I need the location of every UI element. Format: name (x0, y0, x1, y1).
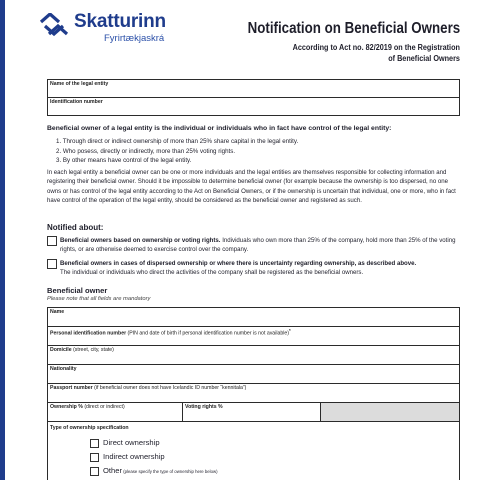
passport-label-text: Passport number (50, 385, 93, 391)
indirect-ownership-checkbox[interactable] (90, 453, 99, 462)
owner-name-field[interactable] (47, 307, 460, 327)
nationality-label: Nationality (50, 366, 77, 372)
dispersed-option-description: The individual or individuals who direct the activities of the company shall be registered as the beneficial owners. (60, 269, 364, 277)
domicile-label (50, 347, 114, 353)
domicile-field[interactable] (47, 345, 460, 365)
ownership-type-label: Type of ownership specification (50, 425, 129, 431)
passport-field[interactable] (47, 383, 460, 403)
list-item: 1. Through direct or indirect ownership of more than 25% share capital in the legal entity. (56, 138, 299, 145)
page-subtitle (293, 43, 460, 64)
ownership-percent-label (50, 404, 125, 410)
entity-id-field[interactable] (47, 97, 460, 116)
other-ownership-label-text: Other (103, 466, 122, 475)
logo-mark-icon (38, 13, 70, 43)
ownership-percent-field[interactable] (47, 402, 183, 422)
ownership-checkbox[interactable] (47, 236, 57, 246)
indirect-ownership-label: Indirect ownership (103, 452, 165, 461)
dispersed-option-title: Beneficial owners in cases of dispersed ownership or where there is uncertainty regarding ownership, as described above. (60, 260, 417, 267)
nationality-field[interactable] (47, 364, 460, 384)
definition-paragraph: In each legal entity a beneficial owner can be one or more individuals and the legal entities are themselves responsible for collecting information and registering their beneficial owner. Should it be impossible to determine beneficial owner (for example because the ownership is too dispersed, no one owns or has control of the legal entity according to the Act on Beneficial Owners, or if the ownership is uncertain that individual, one or more, who in fact have control of the operation of the legal entity, should be considered as the beneficial owner and registered as such. (47, 169, 456, 205)
other-ownership-checkbox[interactable] (90, 467, 99, 476)
notified-option-ownership[interactable] (47, 236, 461, 256)
personal-id-label (50, 328, 291, 337)
list-item: 2. Who posess, directly or indirectly, more than 25% voting rights. (56, 147, 236, 155)
logo-subtitle: Fyrirtækjaskrá (104, 33, 165, 44)
beneficial-owner-title: Beneficial owner (47, 286, 108, 295)
other-ownership-label (103, 466, 218, 475)
mandatory-note: Please note that all fields are mandatory (47, 296, 151, 302)
entity-name-field[interactable] (47, 79, 460, 98)
ownership-option-description: Individuals who own more than 25% of the company, hold more than 25% of the voting rights, or are otherwise deemed to exercise control over the company. (60, 237, 456, 254)
definition-list (56, 137, 298, 166)
domicile-hint: (street, city, state) (71, 347, 114, 353)
logo-name: Skatturinn (74, 11, 166, 32)
ownership-percent-label-text: Ownership % (50, 404, 83, 410)
notified-heading: Notified about: (47, 223, 104, 232)
left-accent-bar (0, 0, 5, 480)
dispersed-checkbox[interactable] (47, 259, 57, 269)
direct-ownership-label: Direct ownership (103, 438, 160, 447)
ownership-option-title: Beneficial owners based on ownership or voting rights. (60, 237, 221, 244)
entity-name-label: Name of the legal entity (50, 81, 109, 87)
notified-option-dispersed[interactable] (47, 259, 461, 279)
shaded-cell (320, 402, 460, 422)
passport-hint: (if beneficial owner does not have Icelandic ID number “kennitala”) (92, 385, 247, 391)
ownership-option-text (60, 236, 460, 255)
direct-ownership-checkbox[interactable] (90, 439, 99, 448)
voting-rights-field[interactable] (182, 402, 321, 422)
domicile-label-text: Domicile (50, 347, 72, 353)
list-item: 3. By other means have control of the legal entity. (56, 157, 192, 164)
subtitle-line-1: According to Act no. 82/2019 on the Registration (292, 43, 460, 52)
personal-id-field[interactable] (47, 326, 460, 346)
ownership-percent-hint: (direct or indirect) (82, 404, 125, 410)
passport-label (50, 385, 246, 391)
personal-id-mark: * (289, 328, 291, 333)
subtitle-line-2: of Beneficial Owners (388, 53, 460, 63)
skatturinn-logo (38, 12, 178, 46)
voting-rights-label: Voting rights % (185, 404, 223, 410)
definition-heading: Beneficial owner of a legal entity is the individual or individuals who in fact have control of the legal entity: (47, 125, 392, 132)
owner-name-label: Name (50, 309, 65, 315)
dispersed-option-text (60, 259, 460, 278)
entity-id-label: Identification number (50, 99, 103, 105)
page-title: Notification on Beneficial Owners (247, 20, 460, 37)
other-ownership-hint: (please specify the type of ownership here below) (122, 469, 218, 474)
personal-id-hint: (PIN and date of birth if personal identification number is not available) (126, 330, 290, 337)
personal-id-label-text: Personal identification number (50, 330, 127, 337)
